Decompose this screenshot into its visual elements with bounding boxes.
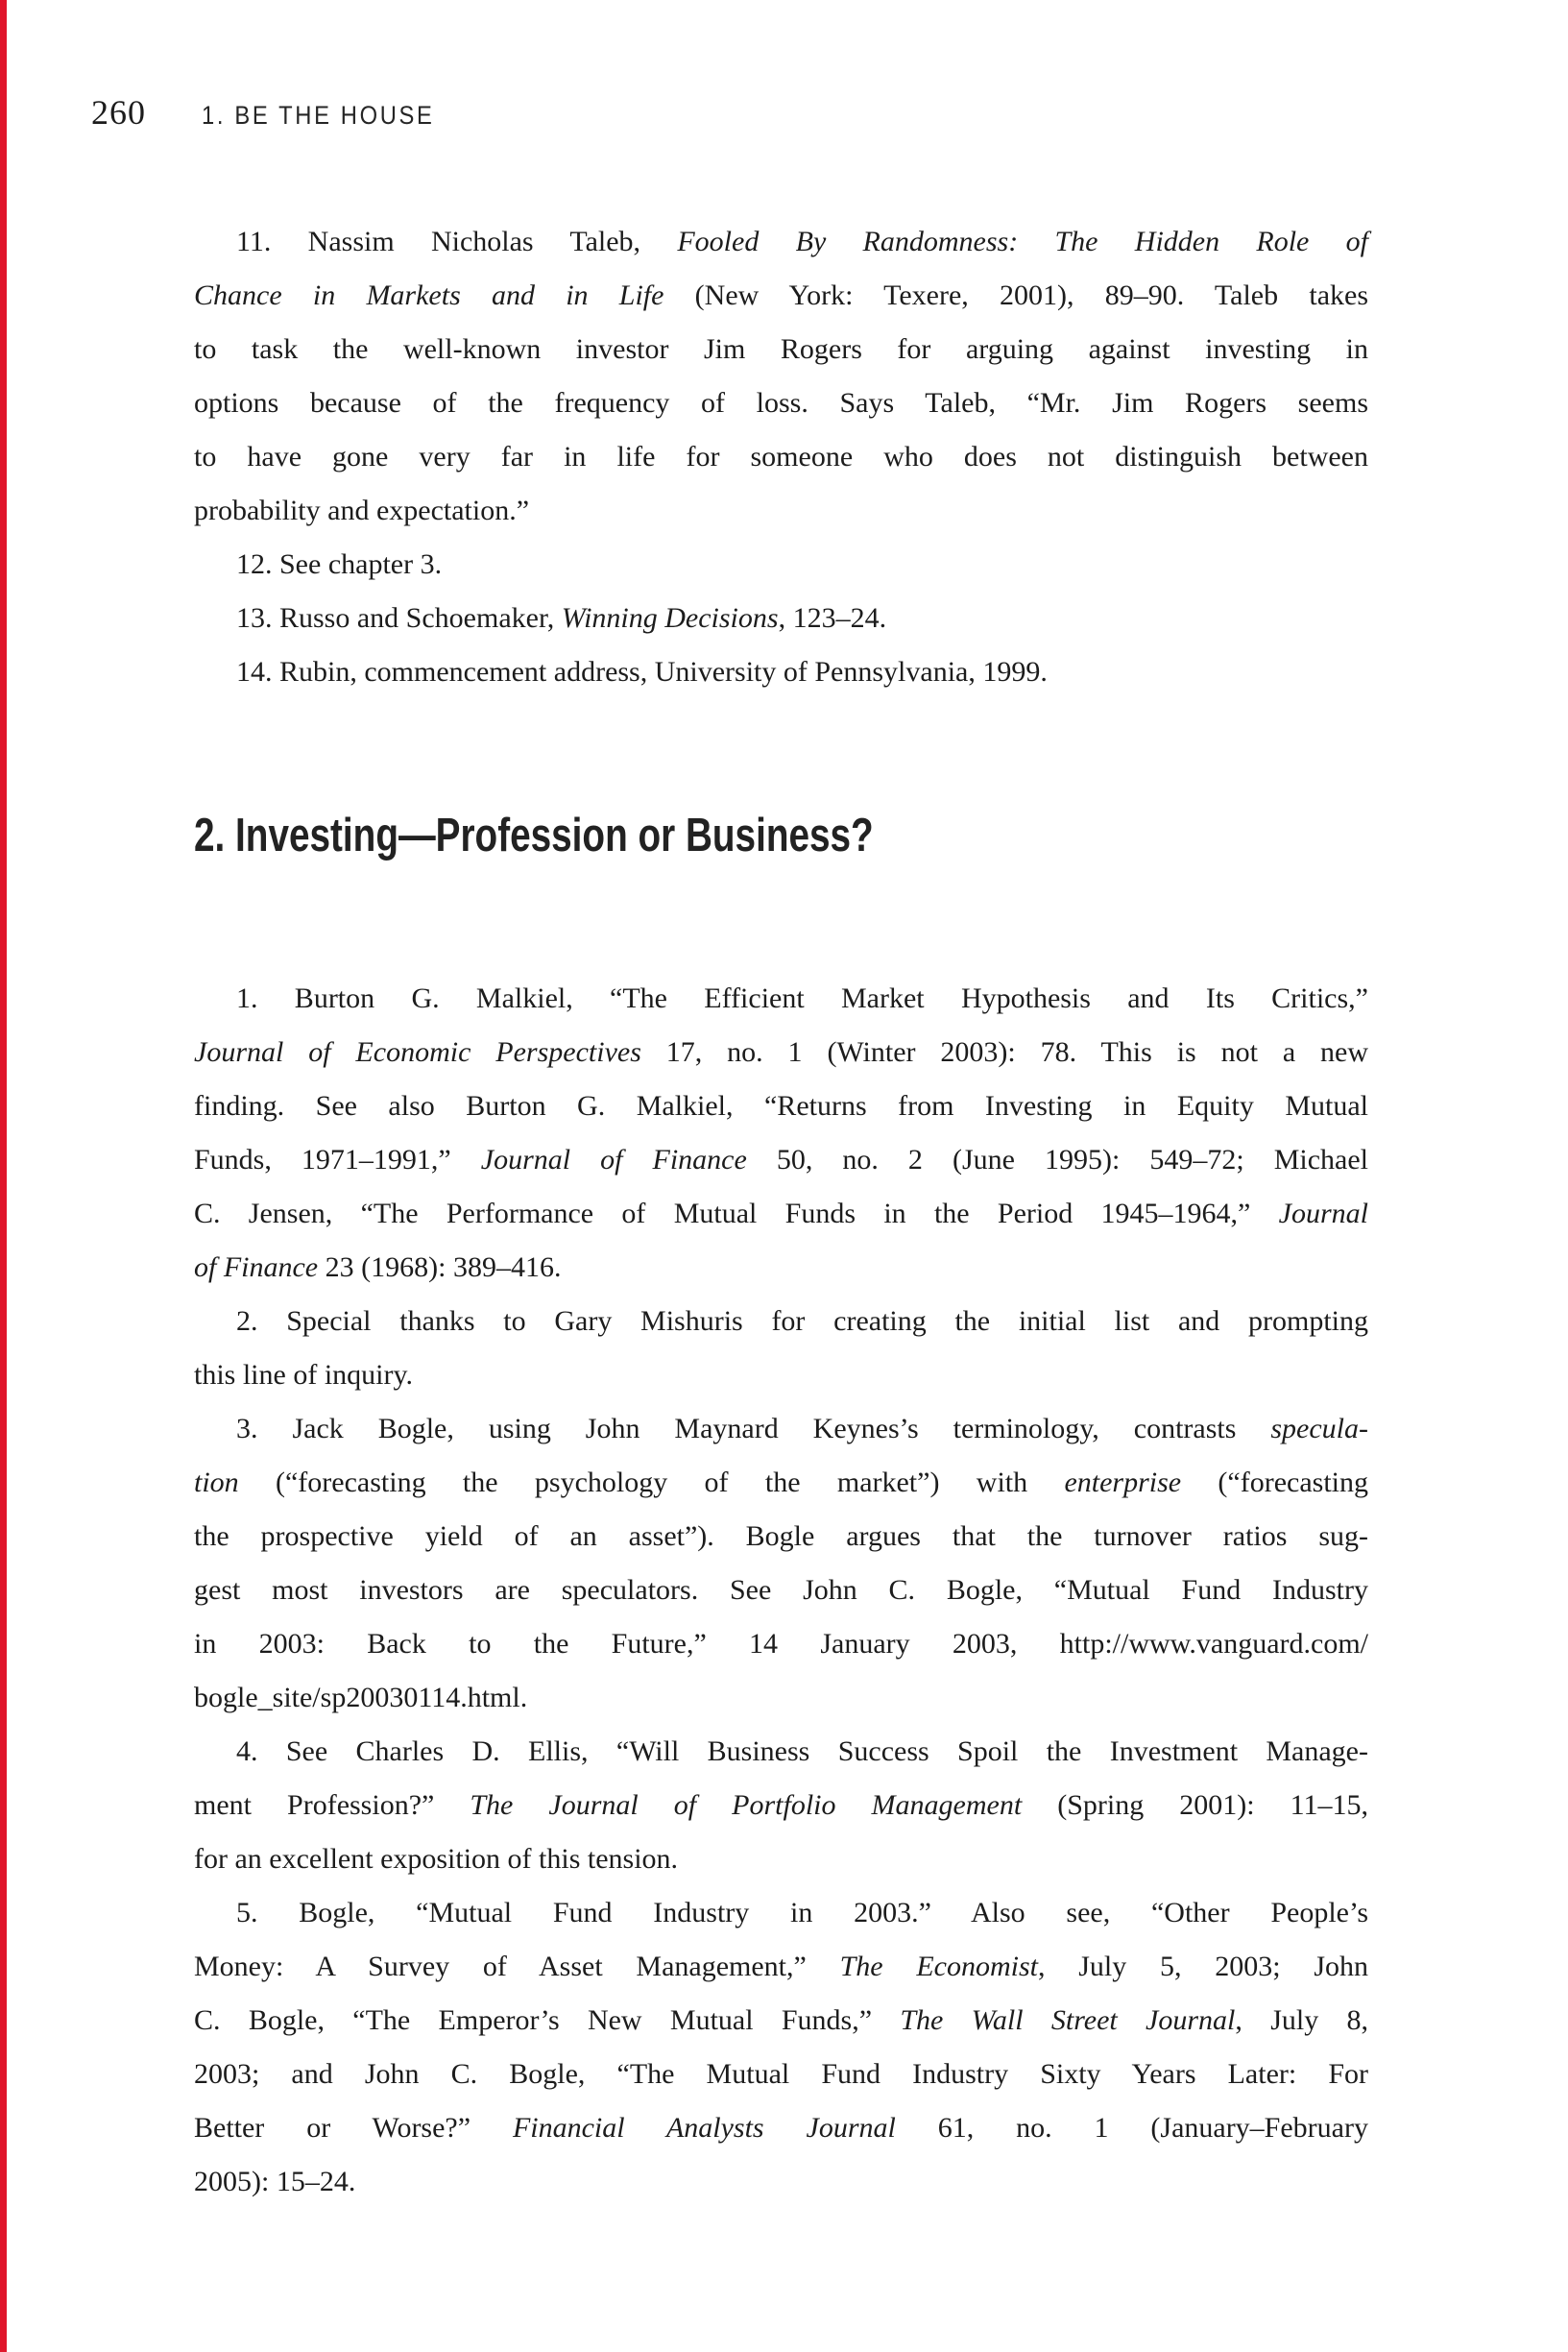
note-line: C. Bogle, “The Emperor’s New Mutual Funds,” The Wall Street Journal, July 8, [194,2004,1369,2036]
note-line: gest most investors are speculators. See John C. Bogle, “Mutual Fund Industry [194,1574,1368,1606]
note-line: Chance in Markets and in Life (New York: Texere, 2001), 89–90. Taleb takes [194,279,1368,311]
page-number: 260 [91,93,146,132]
note-line: 11. Nassim Nicholas Taleb, Fooled By Randomness: The Hidden Role of [236,226,1369,257]
note-line: the prospective yield of an asset”). Bogle argues that the turnover ratios sug- [194,1520,1368,1552]
note-line: 2005): 15–24. [194,2166,356,2197]
section-heading [194,809,1054,862]
note-line: options because of the frequency of loss. Says Taleb, “Mr. Jim Rogers seems [194,387,1368,419]
note-line: probability and expectation.” [194,495,530,526]
note-line: 1. Burton G. Malkiel, “The Efficient Market Hypothesis and Its Critics,” [236,982,1368,1014]
note-line: finding. See also Burton G. Malkiel, “Returns from Investing in Equity Mutual [194,1090,1368,1122]
chapter1-endnotes [194,215,1368,699]
note-line: of Finance 23 (1968): 389–416. [194,1251,562,1283]
note-line: tion (“forecasting the psychology of the market”) with enterprise (“forecasting [194,1467,1369,1498]
note-line: to task the well-known investor Jim Rogers for arguing against investing in [194,333,1368,365]
note-line: this line of inquiry. [194,1359,414,1391]
note-line: C. Jensen, “The Performance of Mutual Funds in the Period 1945–1964,” Journal [194,1198,1368,1229]
note-line: in 2003: Back to the Future,” 14 January 2003, http://www.vanguard.com/ [194,1628,1368,1660]
note-line: Journal of Economic Perspectives 17, no. 1 (Winter 2003): 78. This is not a new [194,1036,1369,1068]
note-line: 5. Bogle, “Mutual Fund Industry in 2003.” Also see, “Other People’s [236,1897,1368,1928]
note-line: bogle_site/sp20030114.html. [194,1682,528,1713]
note-line: Funds, 1971–1991,” Journal of Finance 50, no. 2 (June 1995): 549–72; Michael [194,1144,1368,1176]
note-line: Money: A Survey of Asset Management,” The Economist, July 5, 2003; John [194,1951,1368,1982]
running-head: 1. BE THE HOUSE [202,101,435,130]
section-heading-text: 2. Investing—Profession or Business? [194,810,874,861]
red-spine-accent [0,0,7,2352]
note-line: Better or Worse?” Financial Analysts Journal 61, no. 1 (January–February [194,2112,1368,2144]
chapter2-endnotes [194,972,1368,2209]
note-line: 3. Jack Bogle, using John Maynard Keynes’s terminology, contrasts specula- [236,1413,1368,1444]
note-line: 2003; and John C. Bogle, “The Mutual Fund Industry Sixty Years Later: For [194,2058,1368,2090]
note-line: to have gone very far in life for someone who does not distinguish between [194,441,1368,473]
note-line: for an excellent exposition of this tension. [194,1843,679,1875]
note-line: 13. Russo and Schoemaker, Winning Decisions, 123–24. [236,602,887,634]
note-line: 4. See Charles D. Ellis, “Will Business Success Spoil the Investment Manage- [236,1735,1368,1767]
page-header [91,92,467,133]
note-line: ment Profession?” The Journal of Portfolio Management (Spring 2001): 11–15, [194,1789,1369,1821]
note-line: 12. See chapter 3. [236,548,443,580]
note-line: 2. Special thanks to Gary Mishuris for creating the initial list and prompting [236,1305,1368,1337]
note-line: 14. Rubin, commencement address, University of Pennsylvania, 1999. [236,656,1048,688]
